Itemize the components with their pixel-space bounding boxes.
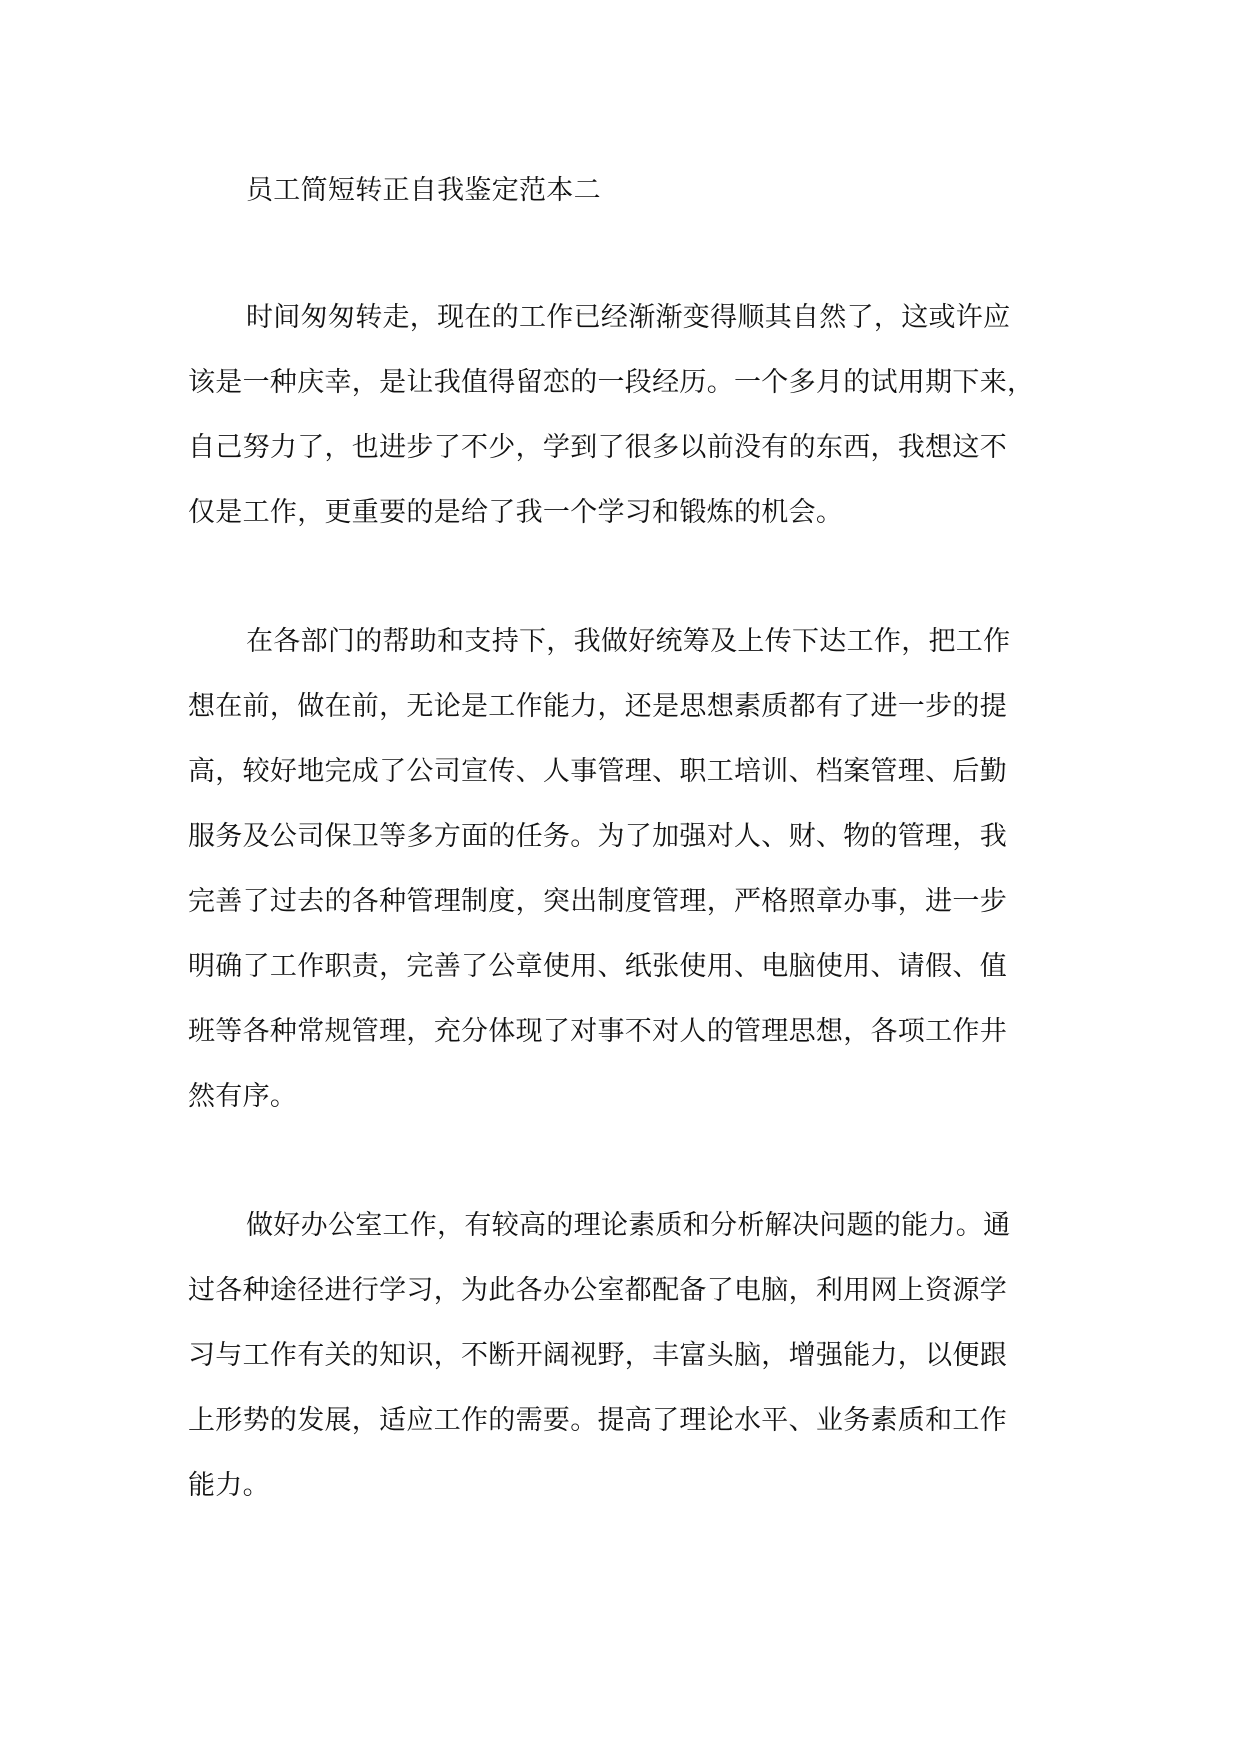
paragraph-line: 过各种途径进行学习，为此各办公室都配备了电脑，利用网上资源学 <box>188 1275 1007 1306</box>
paragraph-line: 班等各种常规管理，充分体现了对事不对人的管理思想，各项工作井 <box>188 1016 1007 1047</box>
paragraph-line: 做好办公室工作，有较高的理论素质和分析解决问题的能力。通 <box>246 1210 1011 1241</box>
document-body <box>188 158 1058 1518</box>
paragraph-line: 在各部门的帮助和支持下，我做好统筹及上传下达工作，把工作 <box>246 626 1011 657</box>
paragraph-line: 习与工作有关的知识，不断开阔视野，丰富头脑，增强能力，以便跟 <box>188 1340 1007 1371</box>
paragraph-line: 时间匆匆转走，现在的工作已经渐渐变得顺其自然了，这或许应 <box>246 302 1011 333</box>
paragraph-line: 自己努力了，也进步了不少，学到了很多以前没有的东西，我想这不 <box>188 432 1007 463</box>
paragraph-line: 然有序。 <box>188 1081 298 1112</box>
paragraph-line: 仅是工作，更重要的是给了我一个学习和锻炼的机会。 <box>188 497 844 528</box>
paragraph-line: 上形势的发展，适应工作的需要。提高了理论水平、业务素质和工作 <box>188 1405 1007 1436</box>
document-title: 员工简短转正自我鉴定范本二 <box>246 175 601 206</box>
paragraph-3 <box>188 1193 1058 1518</box>
paragraph-2 <box>188 609 1058 1129</box>
paragraph-line: 高，较好地完成了公司宣传、人事管理、职工培训、档案管理、后勤 <box>188 756 1007 787</box>
paragraph-line: 该是一种庆幸，是让我值得留恋的一段经历。一个多月的试用期下来， <box>188 367 1035 398</box>
paragraph-line: 完善了过去的各种管理制度，突出制度管理，严格照章办事，进一步 <box>188 886 1007 917</box>
paragraph-line: 能力。 <box>188 1470 270 1501</box>
paragraph-line: 明确了工作职责，完善了公章使用、纸张使用、电脑使用、请假、值 <box>188 951 1007 982</box>
paragraph-1 <box>188 285 1058 545</box>
paragraph-line: 想在前，做在前，无论是工作能力，还是思想素质都有了进一步的提 <box>188 691 1007 722</box>
paragraph-line: 服务及公司保卫等多方面的任务。为了加强对人、财、物的管理，我 <box>188 821 1007 852</box>
